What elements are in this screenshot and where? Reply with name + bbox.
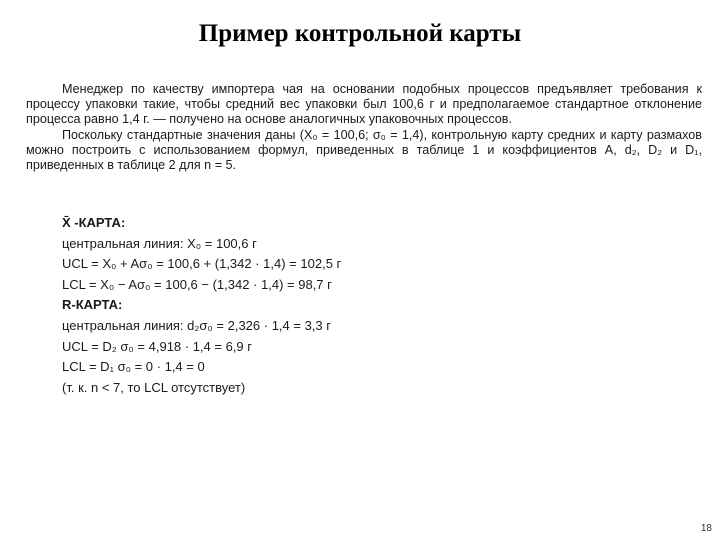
r-chart-lcl: LCL = D₁ σ₀ = 0 · 1,4 = 0 [62,359,205,375]
x-chart-heading: X̄ -КАРТА: [62,215,126,230]
page-number: 18 [700,523,712,534]
x-chart-center-line: центральная линия: X₀ = 100,6 г [62,235,257,251]
r-chart-ucl: UCL = D₂ σ₀ = 4,918 · 1,4 = 6,9 г [62,338,253,354]
x-chart-lcl: LCL = X₀ − Aσ₀ = 100,6 − (1,342 · 1,4) = 98,7 г [62,276,332,292]
intro-text [26,82,702,173]
formulas-block [62,213,622,398]
r-chart-note: (т. к. n < 7, то LCL отсутствует) [62,379,246,395]
r-chart-heading: R-КАРТА: [62,297,123,313]
page-title: Пример контрольной карты [198,20,522,47]
r-chart-center-line: центральная линия: d₂σ₀ = 2,326 · 1,4 = 3,3 г [62,317,332,333]
intro-paragraph-1: Менеджер по качеству импортера чая на основании подобных процессов предъявляет требования к процессу упаковки такие, чтобы средний вес упаковки был 100,6 г и предполагаемое стандартное отклонение процесса равно 1,4 г. — получено на основе аналогичных упаковочных процессов. [26,82,702,127]
intro-paragraph-2: Поскольку стандартные значения даны (X₀ = 100,6; σ₀ = 1,4), контрольную карту средних и карту размахов можно построить с использованием формул, приведенных в таблице 1 и коэффициентов A, d₂, D₂ и D₁, приведенных в таблице 2 для n = 5. [26,127,702,173]
x-chart-ucl: UCL = X₀ + Aσ₀ = 100,6 + (1,342 · 1,4) = 102,5 г [62,256,342,272]
